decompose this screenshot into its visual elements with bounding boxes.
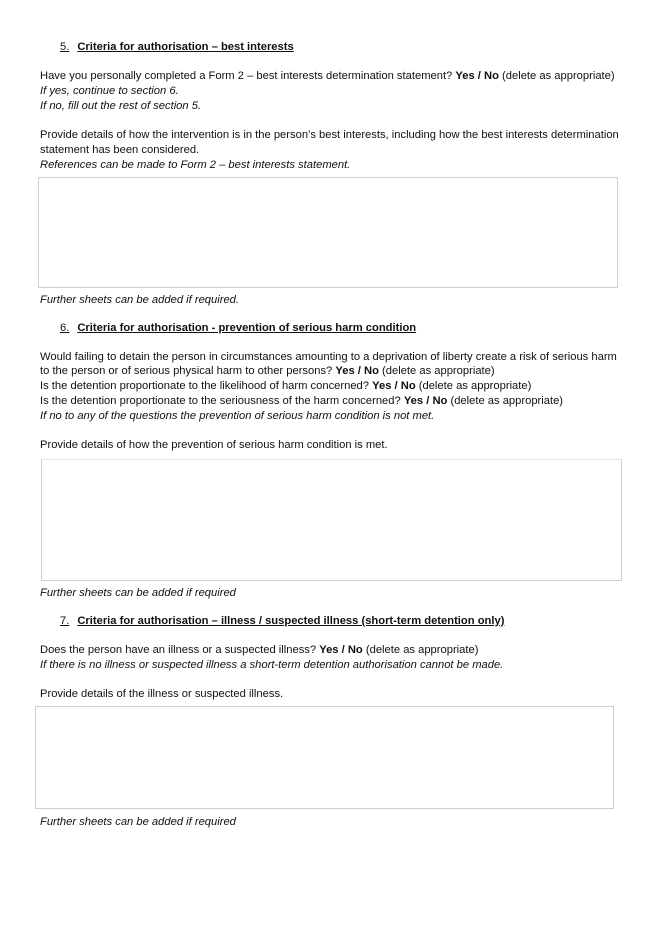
section-6-question-2 xyxy=(40,379,531,394)
section-7-further-sheets: Further sheets can be added if required xyxy=(40,816,236,828)
section-5-if-no: If no, fill out the rest of section 5. xyxy=(40,100,202,112)
section-5-question-text: Have you personally completed a Form 2 – best interests determination statement? xyxy=(40,70,453,82)
section-5-details-line-1: Provide details of how the intervention is in the person’s best interests, including how the best interests determination xyxy=(40,129,619,141)
section-5-further-sheets: Further sheets can be added if required. xyxy=(40,294,240,306)
section-6-question-3-yes-no[interactable]: Yes / No xyxy=(403,395,448,407)
section-7-question-text: Does the person have an illness or a suspected illness? xyxy=(40,644,317,656)
section-5-references: References can be made to Form 2 – best interests statement. xyxy=(40,159,351,171)
section-6-question-2-yes-no[interactable]: Yes / No xyxy=(372,380,416,392)
section-6-question-2-delete-note: (delete as appropriate) xyxy=(418,380,532,392)
section-6-question-2-text: Is the detention proportionate to the likelihood of harm concerned? xyxy=(40,380,370,392)
section-6-answer-box[interactable] xyxy=(41,459,622,581)
section-7-number: 7. xyxy=(60,615,70,627)
section-5-if-yes: If yes, continue to section 6. xyxy=(40,85,179,97)
section-6-details: Provide details of how the prevention of serious harm condition is met. xyxy=(40,439,388,451)
section-7-details: Provide details of the illness or suspected illness. xyxy=(40,688,284,700)
section-6-question-1-text: to the person or of serious physical harm to other persons? xyxy=(40,365,333,377)
section-5-number: 5. xyxy=(60,41,70,53)
section-6-number: 6. xyxy=(60,322,70,334)
section-6-further-sheets: Further sheets can be added if required xyxy=(40,587,236,599)
section-7-heading xyxy=(60,614,504,629)
section-6-question-1-line-1: Would failing to detain the person in circumstances amounting to a deprivation of liberty create a risk of serious harm xyxy=(40,351,617,363)
section-6-if-no: If no to any of the questions the prevention of serious harm condition is not met. xyxy=(40,410,435,422)
section-5-title: Criteria for authorisation – best interests xyxy=(77,41,294,53)
section-5-yes-no[interactable]: Yes / No xyxy=(455,70,499,82)
section-7-title: Criteria for authorisation – illness / suspected illness (short-term detention only) xyxy=(77,615,505,627)
section-6-question-1-line-2 xyxy=(40,364,495,379)
section-7-delete-note: (delete as appropriate) xyxy=(365,644,479,656)
section-5-question xyxy=(40,69,615,84)
section-5-answer-box[interactable] xyxy=(38,177,618,288)
section-6-question-1-delete-note: (delete as appropriate) xyxy=(382,365,495,377)
section-5-heading xyxy=(60,40,294,55)
section-5-details-line-2: statement has been considered. xyxy=(40,144,200,156)
section-6-question-3-delete-note: (delete as appropriate) xyxy=(450,395,564,407)
section-7-yes-no[interactable]: Yes / No xyxy=(319,644,363,656)
section-6-title: Criteria for authorisation - prevention of serious harm condition xyxy=(77,322,417,334)
section-6-question-3-text: Is the detention proportionate to the seriousness of the harm concerned? xyxy=(40,395,401,407)
section-6-question-3 xyxy=(40,394,563,409)
section-6-heading xyxy=(60,321,416,336)
section-7-answer-box[interactable] xyxy=(35,706,614,809)
section-7-question xyxy=(40,643,478,658)
section-7-if-none: If there is no illness or suspected illness a short-term detention authorisation cannot be made. xyxy=(40,659,504,671)
section-6-question-1-yes-no[interactable]: Yes / No xyxy=(335,365,379,377)
section-5-delete-note: (delete as appropriate) xyxy=(502,70,615,82)
